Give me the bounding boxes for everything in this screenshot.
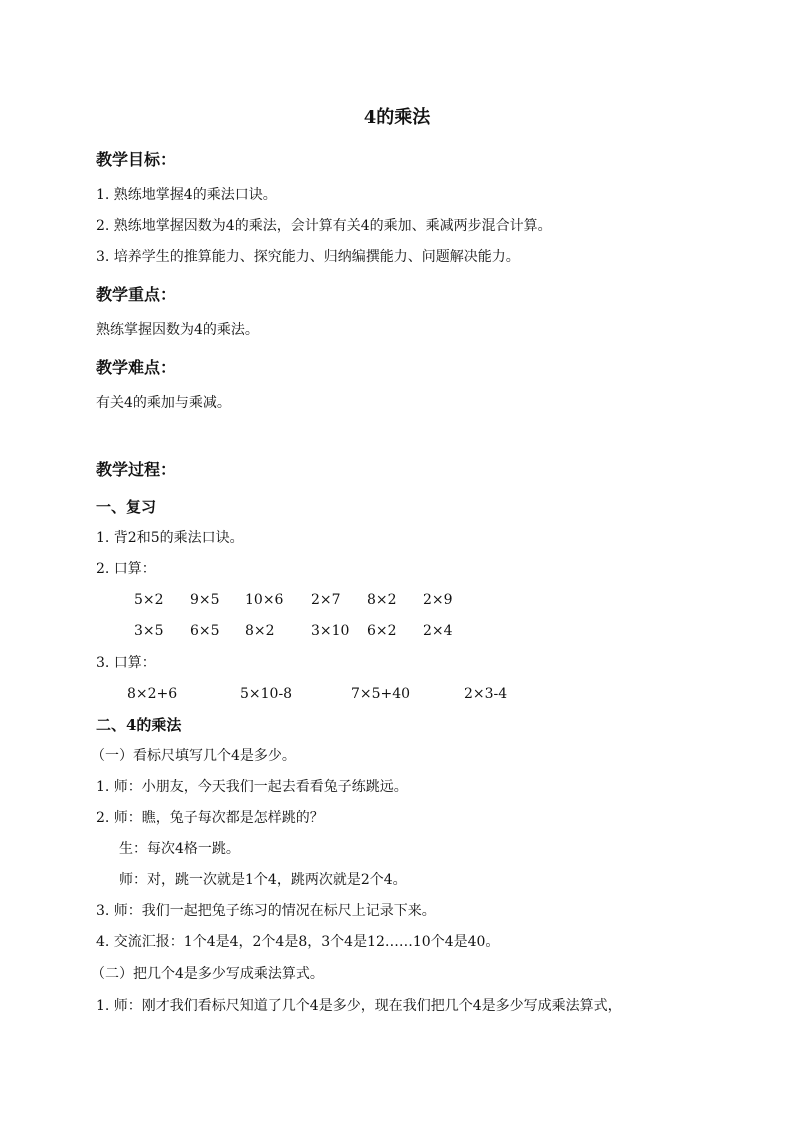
part1-heading: （一）看标尺填写几个4是多少。 — [91, 748, 296, 764]
calc-r2-5: 6×2 — [367, 623, 397, 639]
part2-heading: （二）把几个4是多少写成乘法算式。 — [91, 966, 324, 982]
part1-item-2a: 生：每次4格一跳。 — [119, 841, 240, 857]
section2-heading: 二、4的乘法 — [96, 716, 182, 734]
calc-r1-1: 5×2 — [134, 592, 164, 608]
calc-r1-2: 9×5 — [190, 592, 220, 608]
key-point-heading: 教学重点： — [96, 285, 177, 304]
part1-item-4: 4. 交流汇报：1个4是4，2个4是8，3个4是12……10个4是40。 — [96, 934, 500, 950]
goals-heading: 教学目标： — [96, 150, 177, 169]
review-item-3: 3. 口算： — [96, 655, 156, 671]
part2-item-1: 1. 师：刚才我们看标尺知道了几个4是多少，现在我们把几个4是多少写成乘法算式， — [96, 998, 622, 1014]
calc-r3-4: 2×3-4 — [464, 686, 508, 702]
part1-item-1: 1. 师：小朋友，今天我们一起去看看兔子练跳远。 — [96, 779, 408, 795]
calc-r2-3: 8×2 — [245, 623, 275, 639]
goal-item-2: 2. 熟练地掌握因数为4的乘法，会计算有关4的乘加、乘减两步混合计算。 — [96, 218, 552, 234]
calc-r2-1: 3×5 — [134, 623, 164, 639]
page-title: 4的乘法 — [363, 107, 431, 128]
calc-r3-1: 8×2+6 — [127, 686, 178, 702]
part1-item-3: 3. 师：我们一起把兔子练习的情况在标尺上记录下来。 — [96, 903, 436, 919]
review-heading: 一、复习 — [96, 498, 157, 516]
difficulty-text: 有关4的乘加与乘减。 — [96, 395, 231, 411]
calc-r3-2: 5×10-8 — [240, 686, 293, 702]
difficulty-heading: 教学难点： — [96, 358, 177, 377]
goal-item-3: 3. 培养学生的推算能力、探究能力、归纳编撰能力、问题解决能力。 — [96, 249, 520, 265]
part1-item-2b: 师：对，跳一次就是1个4，跳两次就是2个4。 — [119, 872, 407, 888]
review-item-2: 2. 口算： — [96, 561, 156, 577]
calc-r2-6: 2×4 — [423, 623, 453, 639]
calc-r1-4: 2×7 — [311, 592, 341, 608]
calc-r2-4: 3×10 — [311, 623, 350, 639]
review-item-1: 1. 背2和5的乘法口诀。 — [96, 530, 244, 546]
key-point-text: 熟练掌握因数为4的乘法。 — [96, 322, 259, 338]
calc-r1-5: 8×2 — [367, 592, 397, 608]
part1-item-2: 2. 师：瞧，兔子每次都是怎样跳的？ — [96, 810, 324, 826]
calc-r1-3: 10×6 — [245, 592, 284, 608]
calc-r1-6: 2×9 — [423, 592, 453, 608]
calc-r2-2: 6×5 — [190, 623, 220, 639]
process-heading: 教学过程： — [96, 460, 177, 479]
calc-r3-3: 7×5+40 — [351, 686, 411, 702]
goal-item-1: 1. 熟练地掌握4的乘法口诀。 — [96, 187, 277, 203]
